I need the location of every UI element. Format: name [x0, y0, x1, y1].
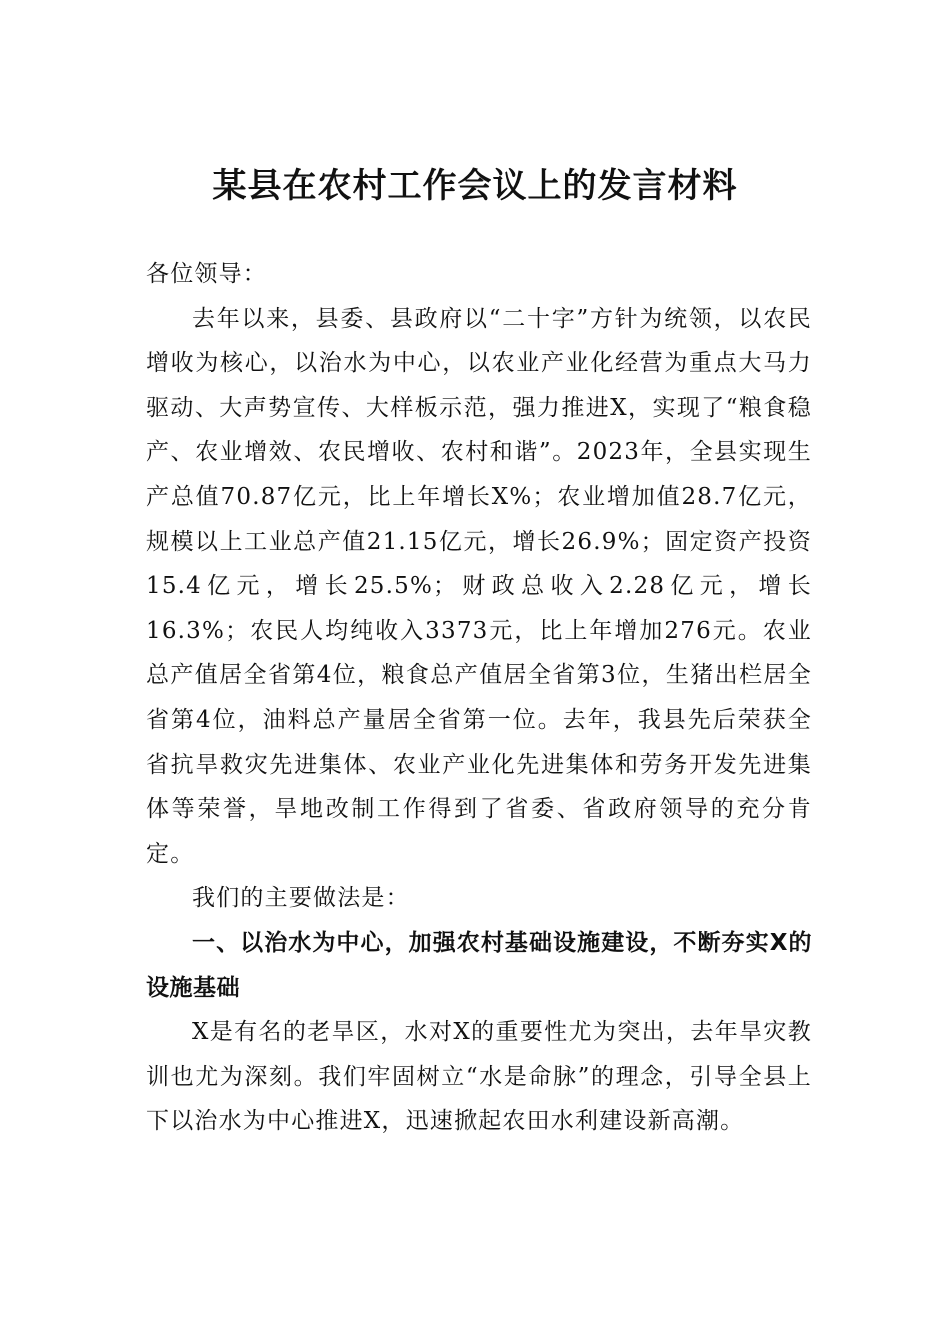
paragraph-water: X是有名的老旱区，水对X的重要性尤为突出，去年旱灾教训也尤为深刻。我们牢固树立“水是命脉”的理念，引导全县上下以治水为中心推进X，迅速掀起农田水利建设新高潮。 — [146, 1019, 812, 1135]
document-title: 某县在农村工作会议上的发言材料 — [212, 166, 738, 206]
salutation: 各位领导： — [146, 261, 267, 287]
paragraph-intro-methods: 我们的主要做法是： — [192, 885, 410, 912]
section-heading: 一、以治水为中心，加强农村基础设施建设，不断夯实X的设施基础 — [146, 929, 812, 1001]
paragraph-summary: 去年以来，县委、县政府以“二十字”方针为统领，以农民增收为核心，以治水为中心，以农业产业化经营为重点大马力驱动、大声势宣传、大样板示范，强力推进X，实现了“粮食稳产、农业增效、农民增收、农村和谐”。2023年，全县实现生产总值70.87亿元，比上年增长X%；农业增加值28.7亿元，规模以上工业总产值21.15亿元，增长26.9%；固定资产投资15.4亿元，增长25.5%；财政总收入2.28亿元，增长16.3%；农民人均纯收入3373元，比上年增加276元。农业总产值居全省第4位，粮食总产值居全省第3位，生猪出栏居全省第4位，油料总产量居全省第一位。去年，我县先后荣获全省抗旱救灾先进集体、农业产业化先进集体和劳务开发先进集体等荣誉，旱地改制工作得到了省委、省政府领导的充分肯定。 — [146, 305, 812, 867]
document-body — [146, 252, 812, 1144]
